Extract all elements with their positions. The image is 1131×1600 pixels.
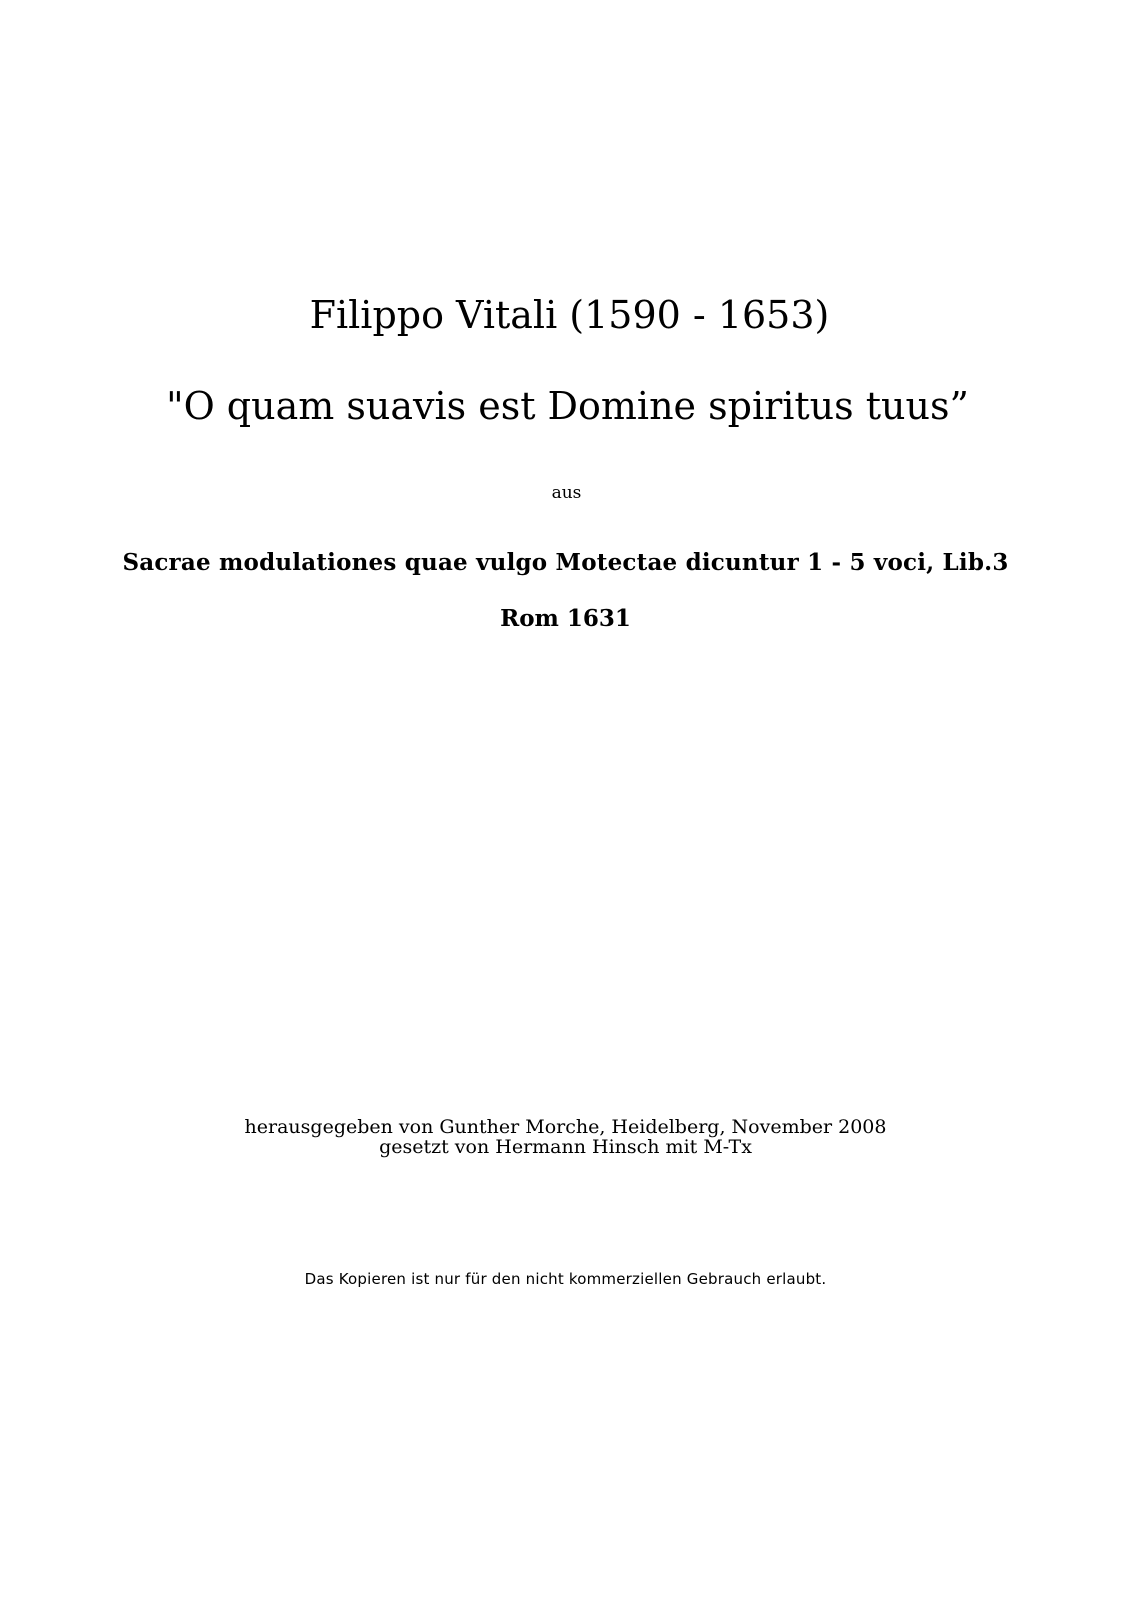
composer-heading: Filippo Vitali (1590 - 1653) — [309, 293, 830, 337]
editor-credit: herausgegeben von Gunther Morche, Heidelberg, November 2008 — [244, 1116, 887, 1138]
publication-info: Rom 1631 — [500, 605, 631, 632]
typesetter-credit: gesetzt von Hermann Hinsch mit M-Tx — [379, 1136, 752, 1158]
source-collection: Sacrae modulationes quae vulgo Motectae dicuntur 1 - 5 voci, Lib.3 — [122, 549, 1009, 576]
work-title: "O quam suavis est Domine spiritus tuus” — [166, 384, 969, 428]
copyright-notice: Das Kopieren ist nur für den nicht kommerziellen Gebrauch erlaubt. — [304, 1270, 827, 1288]
from-label: aus — [551, 483, 582, 503]
